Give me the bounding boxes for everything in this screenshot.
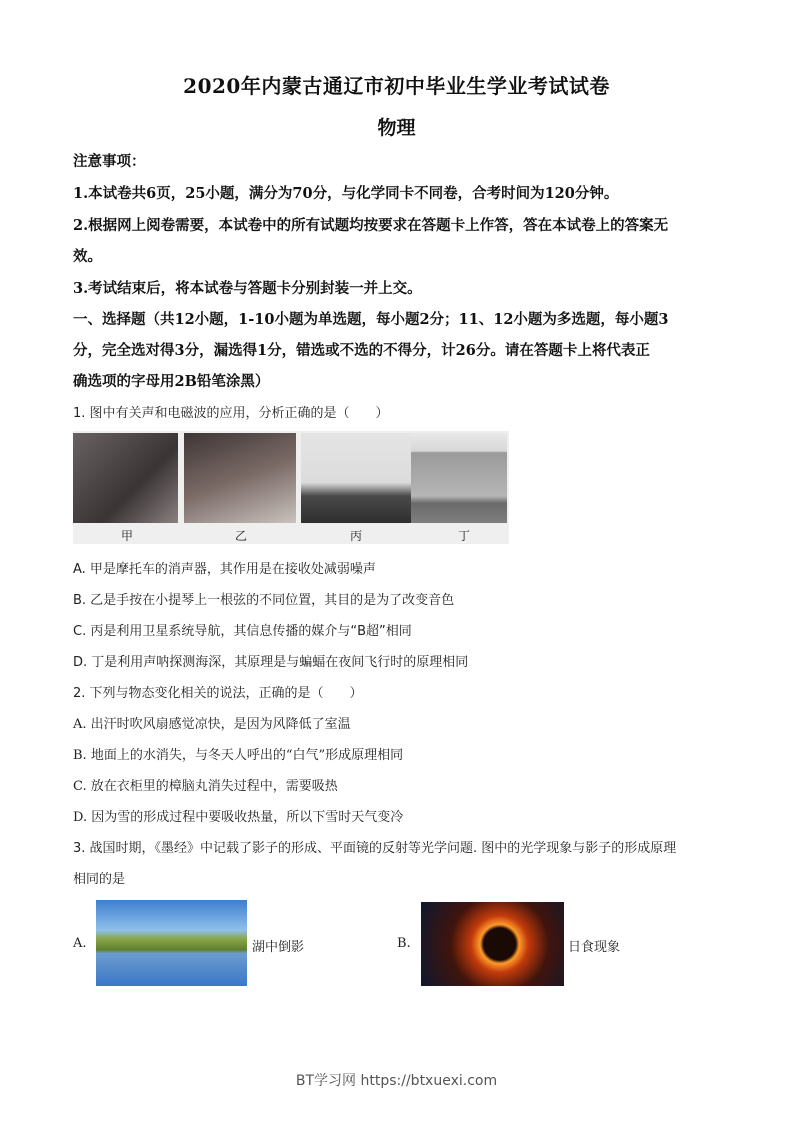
section-instructions-1: 一、选择题（共12小题，1-10小题为单选题，每小题2分；11、12小题为多选题，每小题3 bbox=[73, 311, 669, 328]
q3-option-b-label: 日食现象 bbox=[568, 940, 621, 955]
q2-option-c: C. 放在衣柜里的樟脑丸消失过程中，需要吸热 bbox=[73, 779, 338, 794]
notice-item-2: 2.根据网上阅卷需要，本试卷中的所有试题均按要求在答题卡上作答，答在本试卷上的答案无 bbox=[73, 217, 669, 234]
caption-bing: 丙 bbox=[350, 529, 363, 543]
exam-title: 2020年内蒙古通辽市初中毕业生学业考试试卷 bbox=[183, 74, 610, 98]
q3-stem-line-1: 3. 战国时期，《墨经》中记载了影子的形成、平面镜的反射等光学问题. 图中的光学现象与影子的形成原理 bbox=[73, 841, 677, 856]
violin-image bbox=[184, 433, 296, 523]
q1-option-c: C. 丙是利用卫星系统导航，其信息传播的媒介与“B超”相同 bbox=[73, 624, 412, 639]
q1-option-d: D. 丁是利用声呐探测海深，其原理是与蝙蝠在夜间飞行时的原理相同 bbox=[73, 655, 469, 670]
q1-stem: 1. 图中有关声和电磁波的应用，分析正确的是（ ） bbox=[73, 406, 389, 421]
q2-option-d: D. 因为雪的形成过程中要吸收热量，所以下雪时天气变冷 bbox=[73, 810, 404, 825]
sonar-ship-image bbox=[411, 433, 507, 523]
motorcycle-muffler-image bbox=[73, 433, 178, 523]
notice-item-1: 1.本试卷共6页，25小题，满分为70分，与化学同卡不同卷，合考时间为120分钟。 bbox=[73, 185, 619, 202]
caption-jia: 甲 bbox=[121, 529, 134, 543]
q1-option-b: B. 乙是手按在小提琴上一根弦的不同位置，其目的是为了改变音色 bbox=[73, 593, 455, 608]
lake-reflection-image bbox=[96, 900, 247, 986]
notice-item-3: 3.考试结束后，将本试卷与答题卡分别封装一并上交。 bbox=[73, 280, 422, 297]
section-instructions-3: 确选项的字母用2B铅笔涂黑） bbox=[73, 373, 270, 390]
notice-heading: 注意事项： bbox=[73, 153, 146, 170]
caption-yi: 乙 bbox=[235, 529, 248, 543]
caption-ding: 丁 bbox=[458, 529, 471, 543]
q3-option-a-letter: A. bbox=[73, 936, 87, 951]
notice-item-2-cont: 效。 bbox=[73, 248, 102, 265]
solar-eclipse-image bbox=[421, 902, 564, 986]
section-instructions-2: 分，完全选对得3分，漏选得1分，错选或不选的不得分，计26分。请在答题卡上将代表正 bbox=[73, 342, 650, 359]
q1-figure bbox=[73, 431, 509, 544]
q2-option-a: A. 出汗时吹风扇感觉凉快，是因为风降低了室温 bbox=[73, 717, 351, 732]
q3-option-b-letter: B. bbox=[397, 936, 411, 951]
q2-stem: 2. 下列与物态变化相关的说法，正确的是（ ） bbox=[73, 686, 363, 701]
q3-stem-line-2: 相同的是 bbox=[73, 872, 126, 887]
footer-watermark: BT学习网 https://btxuexi.com bbox=[295, 1073, 498, 1089]
satellite-navigation-image bbox=[301, 433, 411, 523]
q1-option-a: A. 甲是摩托车的消声器，其作用是在接收处减弱噪声 bbox=[73, 562, 376, 577]
exam-subject: 物理 bbox=[377, 117, 416, 139]
q3-option-a-label: 湖中倒影 bbox=[252, 940, 305, 955]
q2-option-b: B. 地面上的水消失，与冬天人呼出的“白气”形成原理相同 bbox=[73, 748, 404, 763]
